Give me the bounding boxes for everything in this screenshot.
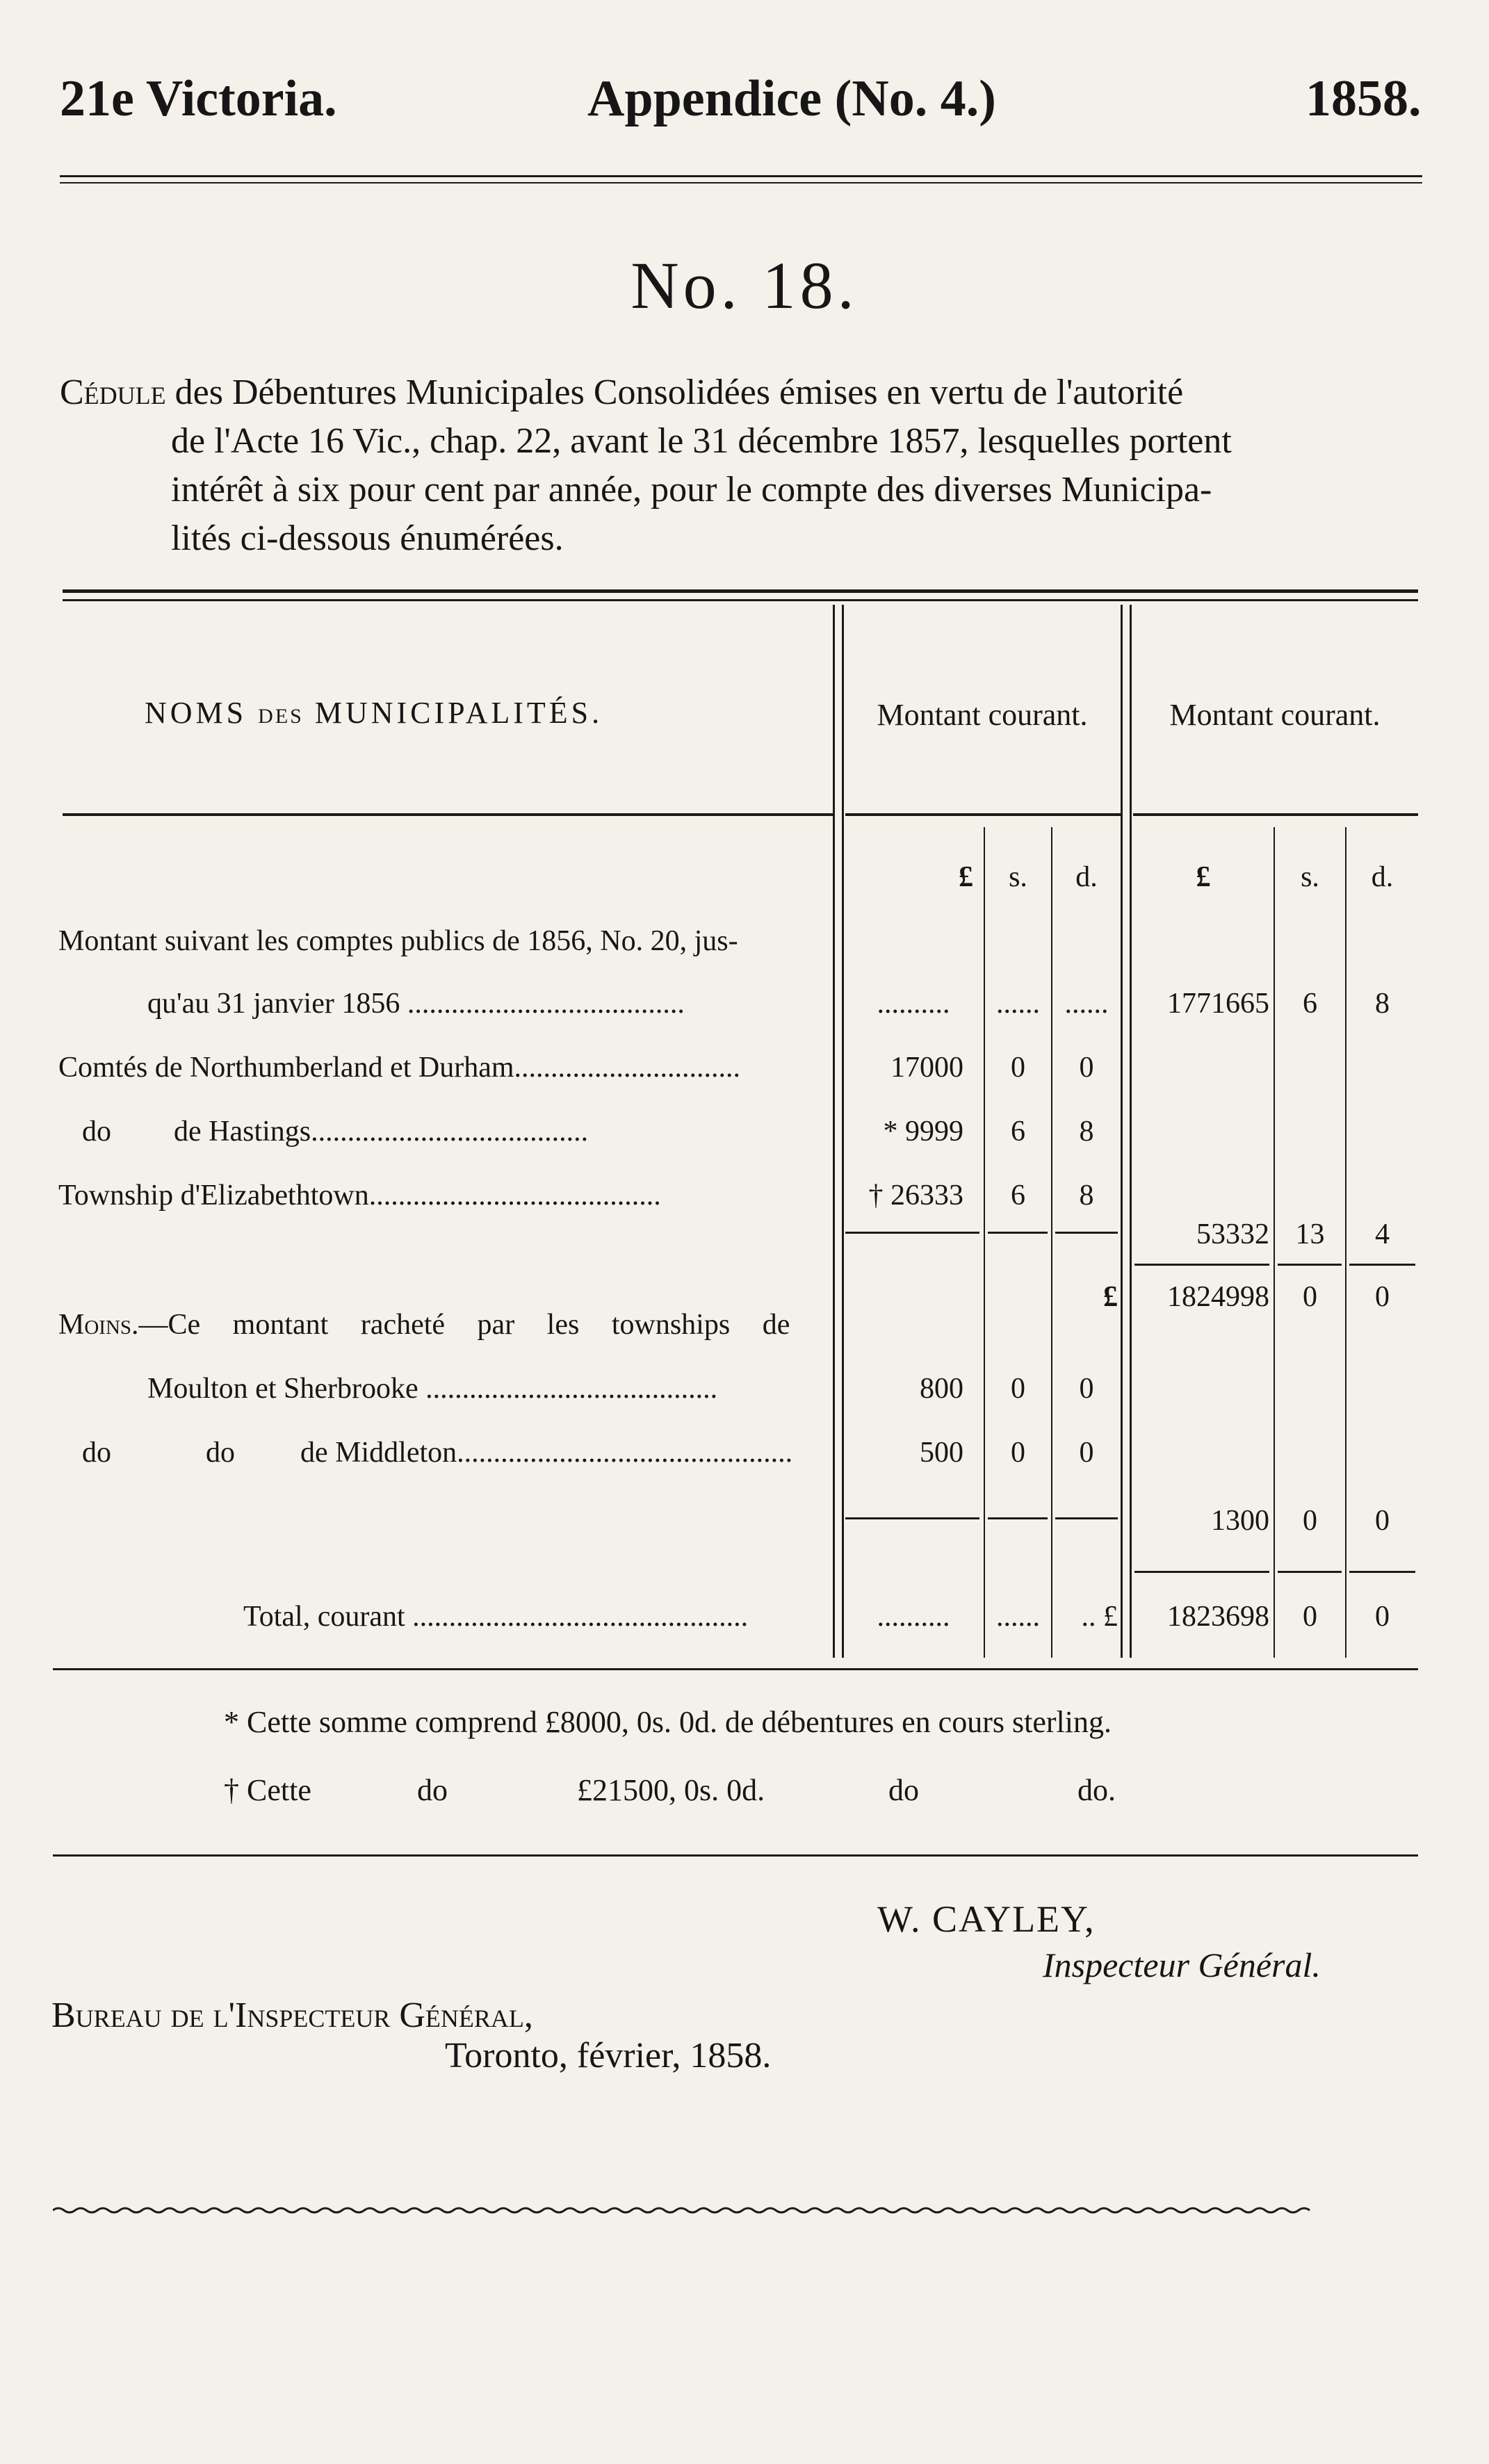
table-cell-b-pence: 8 — [1375, 988, 1390, 1020]
table-bottom-rule — [53, 1668, 1418, 1670]
subtotal-rule-a-pounds — [845, 1232, 979, 1234]
preamble-line-1: des Débentures Municipales Consolidées émises en vertu de l'autorité — [174, 373, 1184, 412]
table-cell-b-shillings: 0 — [1303, 1601, 1317, 1633]
table-cell-b-pounds: 1771665 — [1167, 988, 1269, 1020]
preamble-line-2: de l'Acte 16 Vic., chap. 22, avant le 31 décembre 1857, lesquelles portent — [171, 421, 1232, 461]
table-cell-a-pence: 8 — [1079, 1116, 1094, 1148]
signatory-name: W. CAYLEY, — [877, 1898, 1096, 1940]
table-cell-a-pence: 0 — [1079, 1373, 1094, 1405]
header-bottom-rule-names — [63, 813, 833, 816]
subtotal-rule-a-pounds-2 — [845, 1517, 979, 1519]
total-rule-b-s — [1278, 1571, 1342, 1573]
table-cell-b-pence: 4 — [1375, 1218, 1390, 1250]
footnote-bottom-rule — [53, 1854, 1418, 1857]
table-row-label-lead: Moins. — [58, 1309, 139, 1341]
footnote-dagger-b: do — [417, 1773, 448, 1807]
unit-pound-a: £ — [959, 861, 973, 893]
preamble — [60, 368, 1422, 563]
header-bottom-rule-b — [1133, 813, 1418, 816]
unit-pound-b: £ — [1196, 861, 1211, 893]
table-row-label-ditto: do — [206, 1437, 235, 1469]
column-header-montant-1: Montant courant. — [877, 698, 1088, 732]
total-rule-b-d — [1349, 1571, 1415, 1573]
table-cell-a-pence: 0 — [1079, 1437, 1094, 1469]
table-cell-a-pence: £ — [1103, 1281, 1118, 1313]
col-rule-mid-1 — [1121, 605, 1123, 1658]
footnote-star: * Cette somme comprend £8000, 0s. 0d. de débentures en cours sterling. — [224, 1705, 1112, 1739]
table-row-label: Comtés de Northumberland et Durham............................... — [58, 1052, 741, 1084]
table-cell-a-shillings: 0 — [1011, 1437, 1025, 1469]
column-header-names-a: NOMS — [145, 696, 247, 730]
column-header-names-c: MUNICIPALITÉS. — [314, 696, 603, 730]
running-header-left: 21e Victoria. — [60, 70, 337, 127]
unit-s-a: s. — [1009, 861, 1027, 893]
table-cell-a-shillings: 0 — [1011, 1052, 1025, 1084]
column-header-names-b: DES — [258, 705, 304, 728]
total-rule-b-pounds — [1134, 1571, 1269, 1573]
col-rule-names-1 — [833, 605, 835, 1658]
table-cell-b-shillings: 13 — [1295, 1218, 1325, 1250]
table-row-label: Montant suivant les comptes publics de 1856, No. 20, jus- — [58, 925, 738, 957]
sum-rule-b-s — [1278, 1264, 1342, 1266]
table-cell-a-pounds: * 9999 — [883, 1116, 963, 1148]
table-cell-a-pounds: 800 — [920, 1373, 963, 1405]
table-top-rule — [63, 589, 1418, 593]
table-cell-a-pence: .. £ — [1081, 1601, 1118, 1633]
table-cell-b-pence: 0 — [1375, 1281, 1390, 1313]
col-rule-mid-2 — [1130, 605, 1132, 1658]
footnote-dagger-c: £21500, 0s. 0d. — [577, 1773, 765, 1807]
table-cell-b-shillings: 0 — [1303, 1281, 1317, 1313]
office-place-date: Toronto, février, 1858. — [445, 2036, 772, 2075]
table-cell-b-shillings: 6 — [1303, 988, 1317, 1020]
sum-rule-b-d — [1349, 1264, 1415, 1266]
signatory-title: Inspecteur Général. — [1043, 1945, 1321, 1984]
bottom-ornamental-rule — [53, 2203, 1418, 2217]
table-cell-a-pounds: † 26333 — [868, 1180, 963, 1211]
running-header-right: 1858. — [1305, 70, 1422, 127]
table-cell-a-pence: ...... — [1064, 988, 1109, 1020]
col-rule-a-s — [984, 827, 985, 1658]
table-cell-b-pounds: 1300 — [1211, 1505, 1269, 1537]
table-row-label-ditto: do — [82, 1437, 111, 1469]
table-cell-a-pence: 0 — [1079, 1052, 1094, 1084]
table-cell-a-pounds: 500 — [920, 1437, 963, 1469]
preamble-line-3: intérêt à six pour cent par année, pour le compte des diverses Municipa- — [171, 470, 1212, 509]
unit-d-b: d. — [1371, 861, 1394, 893]
table-cell-a-shillings: 0 — [1011, 1373, 1025, 1405]
footnote-dagger-d: do — [888, 1773, 919, 1807]
table-row-label: Township d'Elizabethtown........................................ — [58, 1180, 661, 1211]
subtotal-rule-a-d — [1055, 1232, 1118, 1234]
table-row-label-total: Total, courant .............................................. — [243, 1601, 749, 1633]
unit-d-a: d. — [1075, 861, 1098, 893]
table-cell-a-shillings: 6 — [1011, 1116, 1025, 1148]
table-cell-b-shillings: 0 — [1303, 1505, 1317, 1537]
table-row-label-ditto: do — [82, 1116, 111, 1148]
document-number: No. 18. — [630, 248, 859, 323]
subtotal-rule-a-s — [988, 1232, 1048, 1234]
column-header-names — [145, 695, 603, 731]
table-row-label: qu'au 31 janvier 1856 ...................................... — [147, 988, 685, 1020]
table-cell-b-pounds: 1823698 — [1167, 1601, 1269, 1633]
table-cell-a-pounds: .......... — [877, 1601, 950, 1633]
table-cell-a-pence: 8 — [1079, 1180, 1094, 1211]
table-cell-b-pence: 0 — [1375, 1601, 1390, 1633]
header-rule — [60, 175, 1422, 177]
table-row-label: Moulton et Sherbrooke ........................................ — [147, 1373, 718, 1405]
footnote-dagger-a: † Cette — [224, 1773, 311, 1807]
table-cell-a-pounds: .......... — [877, 988, 950, 1020]
table-cell-b-pence: 0 — [1375, 1505, 1390, 1537]
table-cell-a-shillings: ...... — [996, 988, 1040, 1020]
table-cell-a-shillings: ...... — [996, 1601, 1040, 1633]
header-bottom-rule-a — [845, 813, 1121, 816]
table-cell-b-pounds: 53332 — [1196, 1218, 1269, 1250]
subtotal-rule-a-s-2 — [988, 1517, 1048, 1519]
preamble-line-4: lités ci-dessous énumérées. — [171, 519, 564, 558]
table-top-rule-2 — [63, 599, 1418, 601]
sum-rule-b-pounds — [1134, 1264, 1269, 1266]
table-row-label — [58, 1308, 830, 1341]
col-rule-a-d — [1051, 827, 1052, 1658]
table-cell-b-pounds: 1824998 — [1167, 1281, 1269, 1313]
table-cell-a-shillings: 6 — [1011, 1180, 1025, 1211]
header-rule-2 — [60, 182, 1422, 183]
office-name: Bureau de l'Inspecteur Général, — [51, 1996, 533, 2035]
table-cell-a-pounds: 17000 — [890, 1052, 963, 1084]
table-row-label-text: —Ce montant racheté par les townships de — [138, 1309, 790, 1341]
subtotal-rule-a-d-2 — [1055, 1517, 1118, 1519]
unit-s-b: s. — [1301, 861, 1319, 893]
table-row-label: de Middleton.............................................. — [300, 1437, 793, 1469]
column-header-montant-2: Montant courant. — [1169, 698, 1381, 732]
col-rule-names-2 — [842, 605, 844, 1658]
running-header-center: Appendice (No. 4.) — [587, 70, 996, 127]
table-row-label: de Hastings...................................... — [174, 1116, 589, 1148]
preamble-lead: Cédule — [60, 373, 166, 412]
footnote-dagger-e: do. — [1077, 1773, 1116, 1807]
